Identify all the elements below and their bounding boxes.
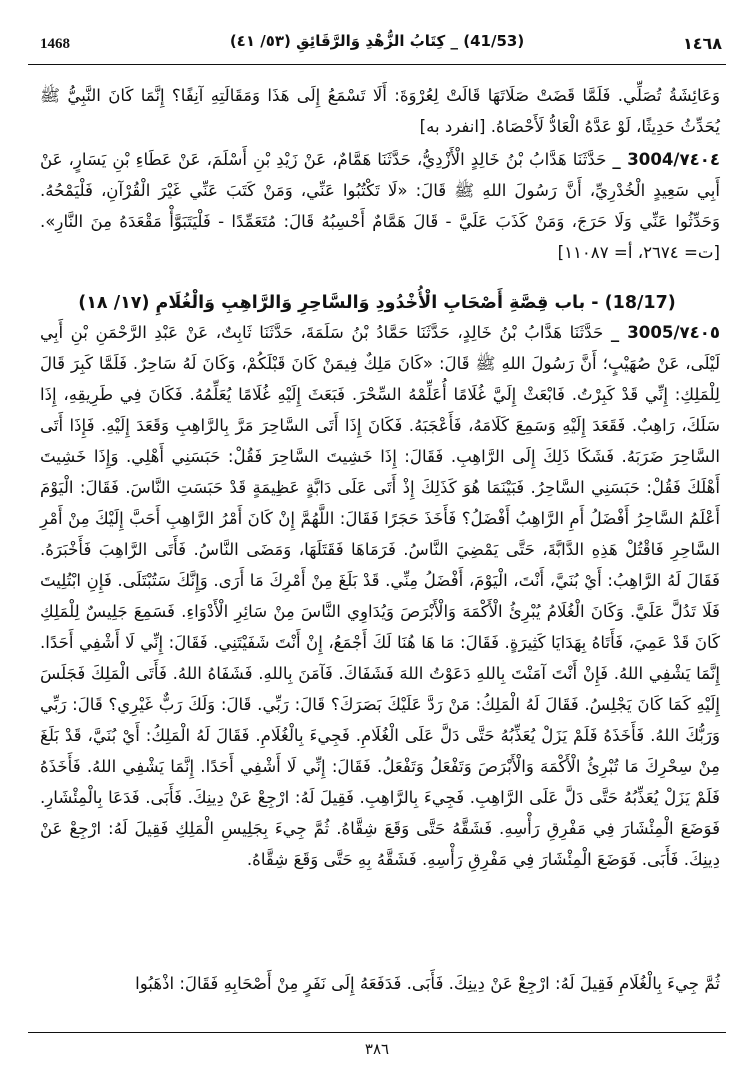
previous-hadith-ending bbox=[40, 80, 720, 142]
footer-rule bbox=[28, 1032, 726, 1033]
hadith-3005-continuation bbox=[40, 968, 720, 999]
header-rule bbox=[28, 64, 726, 65]
hadith-3004 bbox=[40, 144, 720, 268]
running-title: (41/53) _ كِتَابُ الزُّهْدِ وَالرَّقَائِقِ (٥٣/ ٤١) bbox=[229, 32, 525, 50]
page-footer-number: ٣٨٦ bbox=[364, 1040, 390, 1058]
hadith-number: ٧٤٠٤/3004 _ bbox=[612, 150, 720, 169]
page-header bbox=[28, 28, 726, 62]
hadith-number: ٧٤٠٥/3005 _ bbox=[610, 323, 721, 342]
paragraph: وَعَائِشَةُ تُصَلِّي. فَلَمَّا قَضَتْ صَلَاتَهَا قَالَتْ لِعُرْوَةَ: أَلَا تَسْمَعُ إِلَى هَذَا وَمَقَالَتِهِ آنِفًا؟ إِنَّمَا كَانَ النَّبِيُّ ﷺ يُحَدِّثُ حَدِيثًا، لَوْ عَدَّهُ الْعَادُّ لَأَحْصَاهُ. [انفرد به] bbox=[40, 86, 720, 136]
paragraph bbox=[40, 317, 720, 875]
hadith-text: حَدَّثَنَا هَدَّابُ بْنُ خَالِدٍ، حَدَّثَنَا حَمَّادُ بْنُ سَلَمَةَ، حَدَّثَنَا ثَابِتٌ، عَنْ عَبْدِ الرَّحْمَنِ بْنِ أَبِي لَيْلَى، عَنْ صُهَيْبٍ؛ أَنَّ رَسُولَ اللهِ ﷺ قَالَ: «كَانَ مَلِكٌ فِيمَنْ كَانَ قَبْلَكُمْ، وَكَانَ لَهُ سَاحِرٌ. فَلَمَّا كَبِرَ قَالَ لِلْمَلِكِ: إِنِّي قَدْ كَبِرْتُ. فَابْعَثْ إِلَيَّ غُلَامًا أُعَلِّمْهُ السِّحْرَ. فَبَعَثَ إِلَيْهِ غُلَامًا يُعَلِّمُهُ. فَكَانَ فِي طَرِيقِهِ، إِذَا سَلَكَ، رَاهِبٌ. فَقَعَدَ إِلَيْهِ وَسَمِعَ كَلَامَهُ، فَأَعْجَبَهُ. فَكَانَ إِذَا أَتَى السَّاحِرَ مَرَّ بِالرَّاهِبِ وَقَعَدَ إِلَيْهِ. فَإِذَا أَتَى السَّاحِرَ ضَرَبَهُ. فَشَكَا ذَلِكَ إِلَى الرَّاهِبِ. فَقَالَ: إِذَا خَشِيتَ السَّاحِرَ فَقُلْ: حَبَسَنِي أَهْلِي. وَإِذَا خَشِيتَ أَهْلَكَ فَقُلْ: حَبَسَنِي السَّاحِرُ. فَبَيْنَمَا هُوَ كَذَلِكَ إِذْ أَتَى عَلَى دَابَّةٍ عَظِيمَةٍ قَدْ حَبَسَتِ النَّاسَ. فَقَالَ: الْيَوْمَ أَعْلَمُ السَّاحِرُ أَفْضَلُ أَمِ الرَّاهِبُ أَفْضَلُ؟ فَأَخَذَ حَجَرًا فَقَالَ: اللَّهُمَّ إِنْ كَانَ أَمْرُ الرَّاهِبِ أَحَبَّ إِلَيْكَ مِنْ أَمْرِ السَّاحِرِ فَاقْتُلْ هَذِهِ الدَّابَّةَ، حَتَّى يَمْضِيَ النَّاسُ. فَرَمَاهَا فَقَتَلَهَا، وَمَضَى النَّاسُ. فَأَتَى الرَّاهِبَ فَأَخْبَرَهُ. فَقَالَ لَهُ الرَّاهِبُ: أَيْ بُنَيَّ، أَنْتَ، الْيَوْمَ، أَفْضَلُ مِنِّي. قَدْ بَلَغَ مِنْ أَمْرِكَ مَا أَرَى. وَإِنَّكَ سَتُبْتَلَى. فَإِنِ ابْتُلِيتَ فَلَا تَدُلَّ عَلَيَّ. وَكَانَ الْغُلَامُ يُبْرِئُ الْأَكْمَهَ وَالْأَبْرَصَ وَيُدَاوِي النَّاسَ مِنْ سَائِرِ الْأَدْوَاءِ. فَسَمِعَ جَلِيسٌ لِلْمَلِكِ كَانَ قَدْ عَمِيَ، فَأَتَاهُ بِهَدَايَا كَثِيرَةٍ. فَقَالَ: مَا هَا هُنَا لَكَ أَجْمَعُ، إِنْ أَنْتَ شَفَيْتَنِي. فَقَالَ: إِنِّي لَا أَشْفِي أَحَدًا. إِنَّمَا يَشْفِي اللهُ. فَإِنْ أَنْتَ آمَنْتَ بِاللهِ دَعَوْتُ اللهَ فَشَفَاكَ. فَآمَنَ بِاللهِ. فَشَفَاهُ اللهُ. فَأَتَى الْمَلِكَ فَجَلَسَ إِلَيْهِ كَمَا كَانَ يَجْلِسُ. فَقَالَ لَهُ الْمَلِكُ: مَنْ رَدَّ عَلَيْكَ بَصَرَكَ؟ قَالَ: رَبِّي. قَالَ: وَلَكَ رَبٌّ غَيْرِي؟ قَالَ: رَبِّي وَرَبُّكَ اللهُ. فَأَخَذَهُ فَلَمْ يَزَلْ يُعَذِّبُهُ حَتَّى دَلَّ عَلَى الْغُلَامِ. فَجِيءَ بِالْغُلَامِ. فَقَالَ لَهُ الْمَلِكُ: أَيْ بُنَيَّ، قَدْ بَلَغَ مِنْ سِحْرِكَ مَا تُبْرِئُ الْأَكْمَهَ وَالْأَبْرَصَ وَتَفْعَلُ وَتَفْعَلُ. فَقَالَ: إِنِّي لَا أَشْفِي أَحَدًا. إِنَّمَا يَشْفِي اللهُ. فَأَخَذَهُ فَلَمْ يَزَلْ يُعَذِّبُهُ حَتَّى دَلَّ عَلَى الرَّاهِبِ. فَجِيءَ بِالرَّاهِبِ. فَقِيلَ لَهُ: ارْجِعْ عَنْ دِينِكَ. فَأَبَى. فَدَعَا بِالْمِئْشَارِ. فَوَضَعَ الْمِئْشَارَ فِي مَفْرِقِ رَأْسِهِ. فَشَقَّهُ حَتَّى وَقَعَ شِقَّاهُ. ثُمَّ جِيءَ بِجَلِيسِ الْمَلِكِ فَقِيلَ لَهُ: ارْجِعْ عَنْ دِينِكَ. فَأَبَى. فَوَضَعَ الْمِئْشَارَ فِي مَفْرِقِ رَأْسِهِ. فَشَقَّهُ بِهِ حَتَّى وَقَعَ شِقَّاهُ. bbox=[40, 323, 720, 869]
paragraph: ثُمَّ جِيءَ بِالْغُلَامِ فَقِيلَ لَهُ: ارْجِعْ عَنْ دِينِكَ. فَأَبَى. فَدَفَعَهُ إِلَى نَفَرٍ مِنْ أَصْحَابِهِ فَقَالَ: اذْهَبُوا bbox=[135, 974, 720, 993]
chapter-heading: (18/17) - باب قِصَّةِ أَصْحَابِ الْأُخْدُودِ وَالسَّاحِرِ وَالرَّاهِبِ وَالْغُلَامِ (١٧/ ١٨) bbox=[78, 293, 676, 313]
page-number-latin: 1468 bbox=[40, 36, 70, 52]
page-number-arabic: ١٤٦٨ bbox=[682, 34, 722, 53]
hadith-3005 bbox=[40, 317, 720, 875]
paragraph bbox=[40, 144, 720, 268]
hadith-text: حَدَّثَنَا هَدَّابُ بْنُ خَالِدٍ الْأَزْدِيُّ، حَدَّثَنَا هَمَّامٌ، عَنْ زَيْدِ بْنِ أَسْلَمَ، عَنْ عَطَاءِ بْنِ يَسَارٍ، عَنْ أَبِي سَعِيدٍ الْخُدْرِيِّ، أَنَّ رَسُولَ اللهِ ﷺ قَالَ: «لَا تَكْتُبُوا عَنِّي، وَمَنْ كَتَبَ عَنِّي غَيْرَ الْقُرْآنِ، فَلْيَمْحُهُ. وَحَدِّثُوا عَنِّي وَلَا حَرَجَ، وَمَنْ كَذَبَ عَلَيَّ - قَالَ هَمَّامٌ أَحْسِبُهُ قَالَ: مُتَعَمِّدًا - فَلْيَتَبَوَّأْ مَقْعَدَهُ مِنَ النَّارِ». [ت= ٢٦٧٤، أ= ١١٠٨٧] bbox=[40, 150, 720, 262]
